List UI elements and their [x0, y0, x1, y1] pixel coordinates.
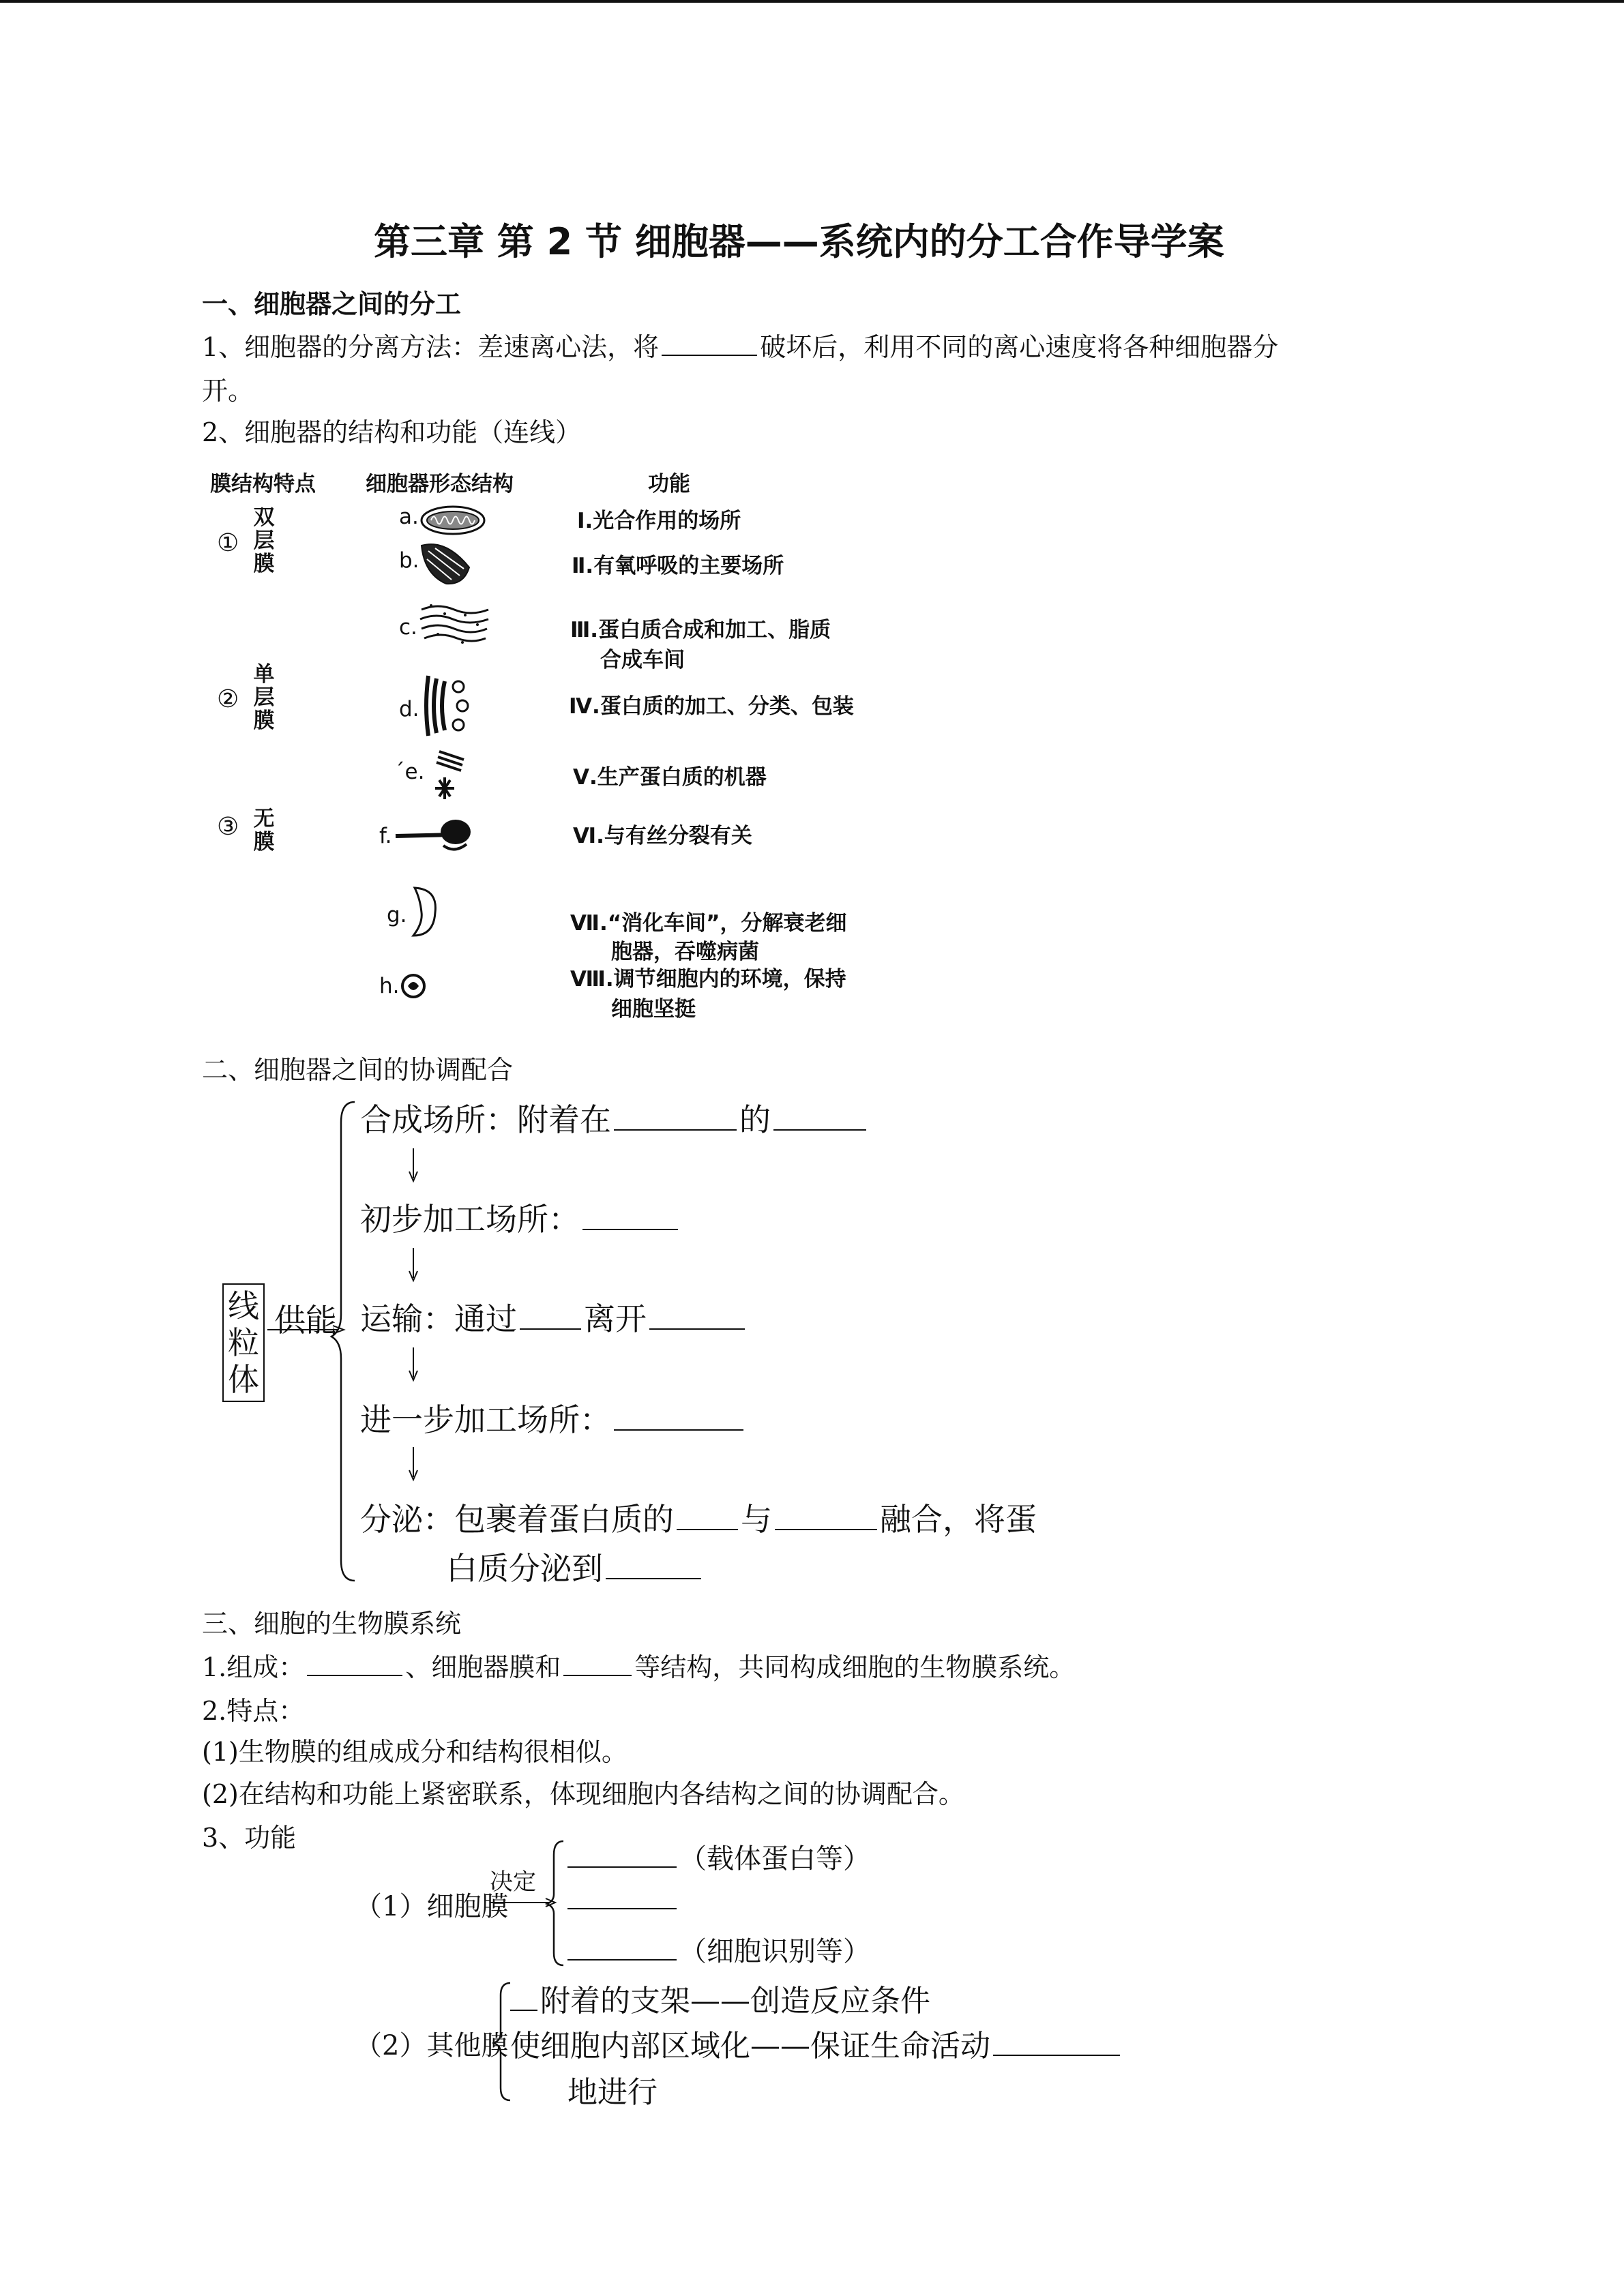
om-item-2-cont: 地进行 [567, 2075, 658, 2110]
step-secretion [360, 1495, 1037, 1540]
lysosome-icon [408, 885, 442, 940]
om-blank-2[interactable] [993, 2025, 1120, 2056]
section2-heading: 二、细胞器之间的协调配合 [202, 1055, 514, 1085]
item1-text-after: 破坏后，利用不同的离心速度将各种细胞器分 [760, 332, 1279, 362]
function-5: Ⅴ.生产蛋白质的机器 [573, 765, 767, 790]
down-arrow-4 [407, 1447, 420, 1481]
om-text-2: 使细胞内部区域化——保证生命活动 [510, 2029, 990, 2063]
mitochondria-box: 线粒体 [222, 1283, 265, 1402]
section1-heading: 一、细胞器之间的分工 [202, 289, 462, 319]
om-text-1: 附着的支架——创造反应条件 [540, 1984, 930, 2018]
item1-blank[interactable] [662, 329, 757, 356]
step-transport-text-b: 离开 [584, 1300, 647, 1337]
section1-item1 [202, 326, 1278, 363]
down-arrow-2 [407, 1248, 420, 1282]
composition-text-a: 1.组成： [202, 1652, 305, 1682]
function-1: Ⅰ.光合作用的场所 [577, 509, 741, 533]
step-secretion-text-d: 白质分泌到 [446, 1550, 603, 1587]
centrosome-icon [419, 746, 473, 801]
endoplasmic-reticulum-icon [417, 600, 492, 648]
organelle-e-label: ˊe. [394, 760, 425, 784]
organelle-f-label: f. [379, 824, 392, 848]
function-7-cont: 胞器，吞噬病菌 [611, 940, 759, 964]
step-synthesis-text-a: 合成场所：附着在 [360, 1101, 611, 1138]
cm-blank-3[interactable] [567, 1932, 677, 1960]
item1-text-before: 1、细胞器的分离方法：差速离心法，将 [202, 332, 660, 362]
step-initial-processing-text: 初步加工场所： [360, 1201, 580, 1238]
supply-energy-label: 供能 [274, 1302, 337, 1339]
step-transport-text-a: 运输：通过 [360, 1300, 517, 1337]
synthesis-location-blank[interactable] [614, 1098, 737, 1131]
synthesis-organelle-blank[interactable] [773, 1098, 866, 1131]
feature-1: (1)生物膜的组成成分和结构很相似。 [202, 1737, 628, 1767]
membrane-marker-1: ① [217, 529, 239, 557]
composition-blank-1[interactable] [307, 1649, 402, 1676]
function-3-cont: 合成车间 [600, 648, 685, 672]
step-secretion-text-b: 与 [741, 1501, 772, 1538]
cell-membrane-label: （1）细胞膜 [355, 1891, 509, 1922]
membrane-marker-2: ② [217, 685, 239, 713]
cm-item-2 [565, 1881, 679, 1916]
function-8-cont: 细胞坚挺 [611, 997, 696, 1022]
step-further-processing [360, 1395, 746, 1440]
function-2: Ⅱ.有氧呼吸的主要场所 [572, 554, 784, 578]
section1-item2: 2、细胞器的结构和功能（连线） [202, 417, 582, 447]
composition-line [202, 1646, 1075, 1684]
golgi-apparatus-icon [420, 672, 475, 740]
page-top-border [0, 0, 1624, 3]
om-item-2 [510, 2021, 1123, 2065]
cm-note-1: （载体蛋白等） [679, 1843, 870, 1875]
cm-blank-2[interactable] [567, 1881, 677, 1909]
down-arrow-1 [407, 1148, 420, 1182]
ribosome-icon [396, 816, 477, 856]
membrane-marker-3: ③ [217, 813, 239, 841]
further-processing-blank[interactable] [614, 1398, 743, 1431]
mitochondrion-icon [419, 503, 487, 537]
om-item-1 [510, 1976, 930, 2020]
step-secretion-text-c: 融合，将蛋 [880, 1501, 1037, 1538]
decide-label: 决定 [490, 1868, 536, 1896]
function-heading: 3、功能 [202, 1823, 297, 1853]
secretion-destination-blank[interactable] [606, 1547, 701, 1579]
step-further-processing-text: 进一步加工场所： [360, 1401, 611, 1438]
header-function: 功能 [648, 472, 690, 496]
step-synthesis-text-b: 的 [739, 1101, 771, 1138]
organelle-d-label: d. [399, 697, 419, 721]
feature-heading: 2.特点： [202, 1696, 305, 1726]
cm-item-3 [565, 1930, 870, 1969]
function-7: Ⅶ.“消化车间”，分解衰老细 [570, 911, 847, 936]
cm-item-1 [565, 1837, 870, 1876]
organelle-a-label: a. [399, 505, 419, 529]
chloroplast-icon [419, 540, 473, 588]
vacuole-icon [400, 972, 427, 1000]
function-8: Ⅷ.调节细胞内的环境，保持 [570, 967, 846, 992]
membrane-type-single: 单层膜 [253, 662, 275, 733]
step-initial-processing [360, 1195, 681, 1240]
secretion-vesicle-blank[interactable] [677, 1497, 738, 1530]
cell-membrane-brace [546, 1838, 566, 1968]
cm-note-3: （细胞识别等） [679, 1936, 870, 1967]
composition-text-b: 、细胞器膜和 [405, 1652, 561, 1682]
composition-text-c: 等结构，共同构成细胞的生物膜系统。 [634, 1652, 1076, 1682]
step-secretion-text-a: 分泌：包裹着蛋白质的 [360, 1501, 674, 1538]
transport-leave-blank[interactable] [649, 1297, 745, 1330]
down-arrow-3 [407, 1347, 420, 1382]
step-synthesis [360, 1095, 869, 1140]
organelle-h-label: h. [379, 974, 400, 998]
function-4: Ⅳ.蛋白质的加工、分类、包装 [569, 694, 854, 719]
other-membrane-label: （2）其他膜 [355, 2030, 509, 2061]
organelle-g-label: g. [387, 903, 407, 927]
initial-processing-blank[interactable] [582, 1197, 678, 1230]
membrane-type-double: 双层膜 [253, 505, 275, 576]
header-membrane: 膜结构特点 [210, 472, 316, 496]
header-organelle: 细胞器形态结构 [366, 472, 514, 496]
secretion-brace [331, 1099, 359, 1583]
cm-blank-1[interactable] [567, 1839, 677, 1868]
section1-item1-cont: 开。 [202, 376, 254, 406]
secretion-membrane-blank[interactable] [775, 1497, 877, 1530]
step-transport [360, 1294, 748, 1339]
om-blank-1[interactable] [510, 1980, 537, 2011]
transport-vesicle-blank[interactable] [520, 1297, 581, 1330]
step-secretion-cont [446, 1544, 704, 1589]
composition-blank-2[interactable] [563, 1649, 632, 1676]
membrane-type-none: 无膜 [253, 807, 275, 854]
function-3: Ⅲ.蛋白质合成和加工、脂质 [570, 618, 831, 642]
feature-2: (2)在结构和功能上紧密联系，体现细胞内各结构之间的协调配合。 [202, 1779, 964, 1809]
page-title: 第三章 第 2 节 细胞器——系统内的分工合作导学案 [374, 220, 1224, 263]
section3-heading: 三、细胞的生物膜系统 [202, 1609, 462, 1639]
organelle-b-label: b. [399, 548, 419, 573]
function-6: Ⅵ.与有丝分裂有关 [573, 824, 752, 848]
organelle-c-label: c. [399, 615, 417, 640]
